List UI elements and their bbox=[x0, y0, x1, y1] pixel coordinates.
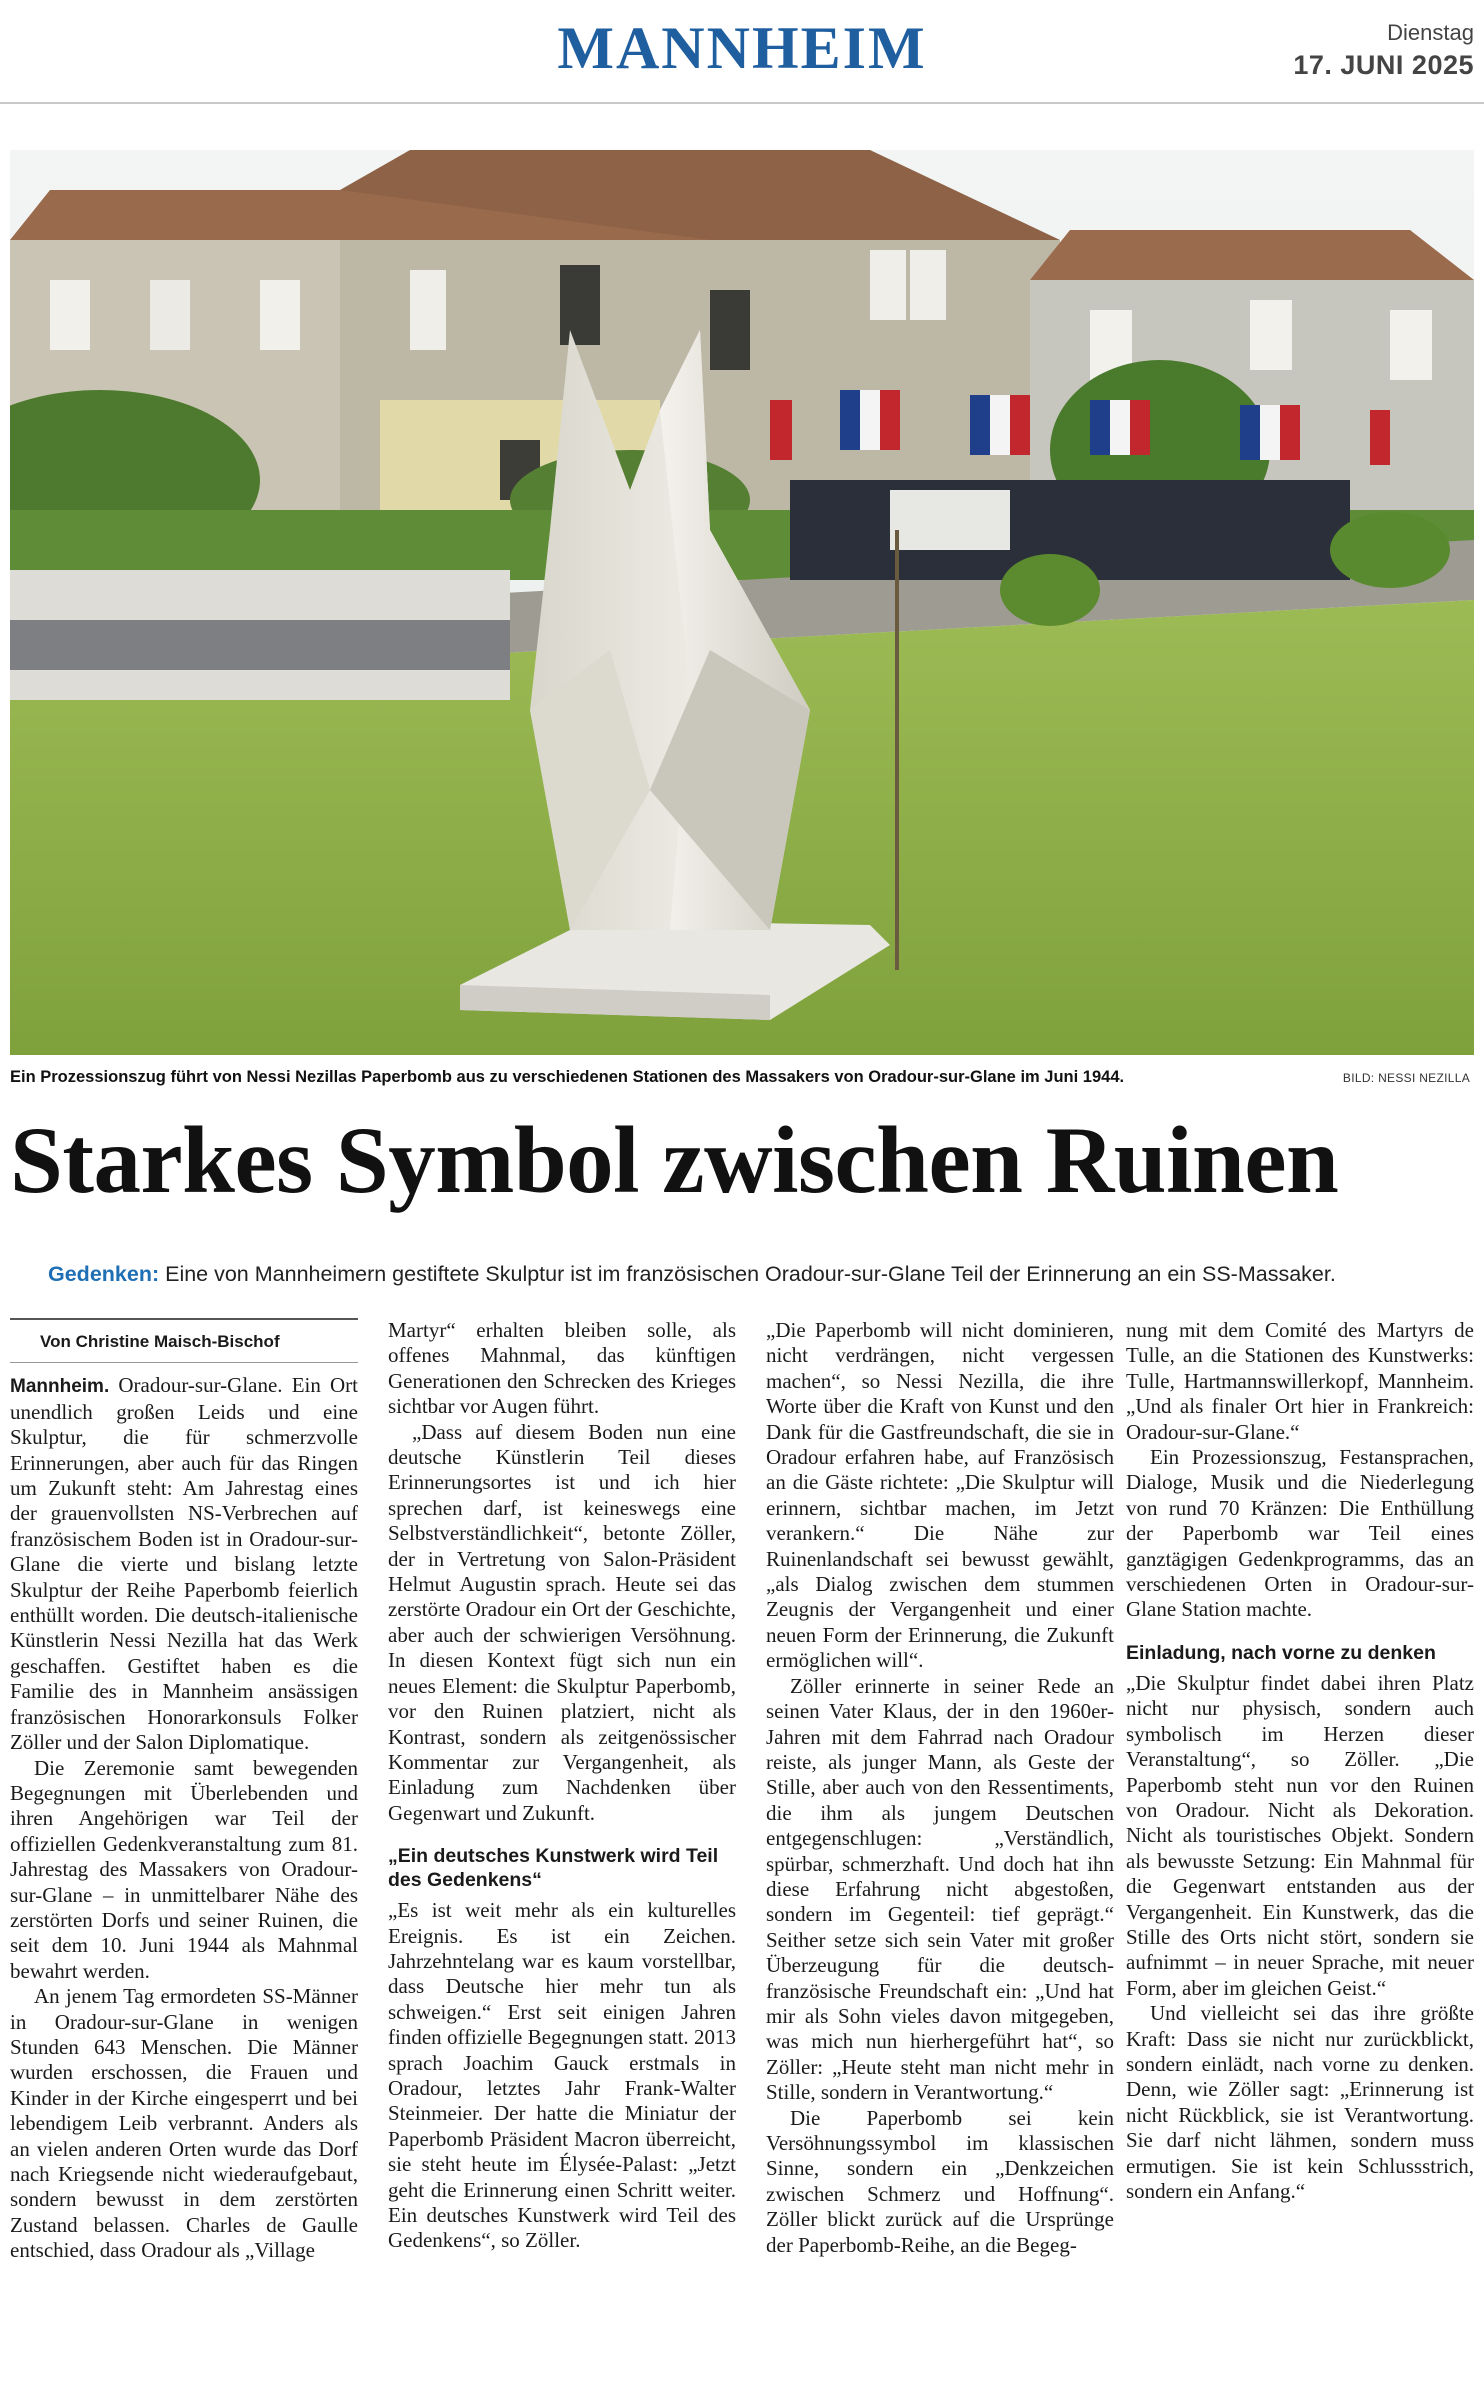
paragraph: Die Zeremonie samt bewegenden Begegnungen mit Überlebenden und ihren Angehörigen war Teil der offiziellen Gedenkveranstaltung zum 81. Jahrestag des Massakers von Oradour-sur-Glane – in unmittelbarer Nähe des zerstörten Dorfs und seiner Ruinen, die seit dem 10. Juni 1944 als Mahnmal bewahrt werden. bbox=[10, 1755, 358, 1983]
photo-caption: Ein Prozessionszug führt von Nessi Nezillas Paperbomb aus zu verschiedenen Stationen des Massakers von Oradour-sur-Glane im Juni 1944. bbox=[10, 1068, 1125, 1086]
dateline-place: Mannheim. bbox=[10, 1376, 110, 1398]
subheading: Einladung, nach vorne zu denken bbox=[1126, 1641, 1436, 1664]
photo-credit: BILD: NESSI NEZILLA bbox=[1342, 1071, 1470, 1085]
paragraph: Die Paperbomb sei kein Versöhnungssymbol im klassischen Sinne, sondern ein „Denkzeichen zwischen Schmerz und Hoffnung“. Zöller blickt zurück auf die Ursprünge der Paperbomb-Reihe, an die Begeg- bbox=[766, 2105, 1114, 2257]
paragraph: „Die Skulptur findet dabei ihren Platz nicht nur physisch, sondern auch symbolisch im Herzen dieser Veranstaltung“, so Zöller. „Die Paperbomb steht nun vor den Ruinen von Oradour. Nicht als Dekoration. Nicht als touristisches Objekt. Sondern als bewusste Setzung: Ein Mahnmal für die Gegenwart entstanden aus der Vergangenheit. Ein Kunstwerk, das die Stille des Orts nicht stört, sondern sie aufnimmt – in neuer Sprache, mit neuer Form, aber im gleichen Geist.“ bbox=[1126, 1670, 1474, 2000]
subline-text: Eine von Mannheimern gestiftete Skulptur ist im französischen Oradour-sur-Glane Teil der Erinnerung an ein SS-Massaker. bbox=[159, 1262, 1336, 1286]
article-photo bbox=[10, 150, 1474, 1055]
paragraph: „Es ist weit mehr als ein kulturelles Ereignis. Es ist ein Zeichen. Jahrzehntelang war es kaum vorstellbar, dass Deutsche hier mehr tun als schweigen.“ Erst seit einigen Jahren finden offizielle Begegnungen statt. 2013 sprach Joachim Gauck erstmals in Oradour, letztes Jahr Frank-Walter Steinmeier. Der hatte die Miniatur der Paperbomb Präsident Macron überreicht, sie steht heute im Élysée-Palast: „Jetzt geht die Erinnerung einen Schritt weiter. Ein deutsches Kunstwerk wird Teil des Gedenkens“, so Zöller. bbox=[388, 1898, 736, 2253]
page-header bbox=[0, 0, 1484, 104]
article-column-1 bbox=[10, 1318, 358, 2264]
paragraph: „Dass auf diesem Boden nun eine deutsche Künstlerin Teil dieses Erinnerungsortes ist und ich hier sprechen darf, ist keineswegs eine Selbstverständlichkeit“, betonte Zöller, der in Vertretung von Salon-Präsident Helmut Augustin sprach. Heute sei das zerstörte Oradour ein Ort der Geschichte, aber auch der schwierigen Versöhnung. In diesen Kontext fügt sich nun ein neues Element: die Skulptur Paperbomb, vor den Ruinen platziert, nicht als Kontrast, sondern als zeitgenössischer Kommentar zur Vergangenheit, als Einladung zum Nachdenken über Gegenwart und Zukunft. bbox=[388, 1419, 736, 1825]
paragraph: Und vielleicht sei das ihre größte Kraft: Dass sie nicht nur zurückblickt, sondern einlädt, nach vorne zu denken. Denn, wie Zöller sagt: „Erinnerung ist nicht Rückblick, sie ist Verantwortung. Sie darf nicht lähmen, sondern muss ermutigen. Sie ist kein Schlussstrich, sondern ein Anfang.“ bbox=[1126, 2001, 1474, 2203]
masthead: MANNHEIM bbox=[557, 15, 927, 81]
subheading: „Ein deutsches Kunstwerk wird Teil des Gedenkens“ bbox=[388, 1845, 719, 1892]
paragraph: Martyr“ erhalten bleiben solle, als offenes Mahnmal, das künftigen Generationen den Schrecken des Krieges sichtbar vor Augen führt. bbox=[388, 1318, 736, 1419]
paragraph: „Die Paperbomb will nicht dominieren, nicht verdrängen, nicht vergessen machen“, so Nessi Nezilla, die ihre Worte über die Kraft von Kunst und den Dank für die Gastfreundschaft, die sie in Oradour erfahren habe, auf Französisch an die Gäste richtete: „Die Skulptur will erinnern, sichtbar machen, im Jetzt verankern.“ Die Nähe zur Ruinenlandschaft sei bewusst gewählt, „als Dialog zwischen dem stummen Zeugnis der Vergangenheit und einer neuen Form der Erinnerung, die Zukunft ermöglichen will“. bbox=[766, 1318, 1114, 1673]
article-column-4 bbox=[1126, 1318, 1474, 2204]
byline: Von Christine Maisch-Bischof bbox=[10, 1318, 358, 1363]
subline-kicker: Gedenken: bbox=[48, 1262, 160, 1286]
article-column-3 bbox=[766, 1318, 1114, 2258]
issue-date-text: 17. JUNI 2025 bbox=[1293, 50, 1474, 80]
issue-weekday: Dienstag bbox=[1387, 20, 1474, 45]
paragraph bbox=[10, 1373, 358, 1755]
paragraph-text: Oradour-sur-Glane. Ein Ort unendlich großen Leids und eine Skulptur, die für schmerzvolle Erinnerungen, aber auch für das Ringen um Zukunft steht: Am Jahrestag eines der grauenvollsten NS-Verbrechen auf französischem Boden ist in Oradour-sur-Glane die vierte und bislang letzte Skulptur der Reihe Paperbomb feierlich enthüllt worden. Die deutsch-italienische Künstlerin Nessi Nezilla hat das Werk geschaffen. Gestiftet haben es die Familie des in Mannheim ansässigen französischen Honorarkonsuls Folker Zöller und der Salon Diplomatique. bbox=[10, 1373, 358, 1755]
paragraph: Ein Prozessionszug, Festansprachen, Dialoge, Musik und die Niederlegung von rund 70 Kränzen: Die Enthüllung der Paperbomb war Teil eines ganztägigen Gedenkprogramms, das an verschiedenen Orten in Oradour-sur-Glane Station machte. bbox=[1126, 1445, 1474, 1622]
article-column-2 bbox=[388, 1318, 736, 2254]
paragraph: nung mit dem Comité des Martyrs de Tulle, an die Stationen des Kunstwerks: Tulle, Hartmannswillerkopf, Mannheim. „Und als finaler Ort hier in Frankreich: Oradour-sur-Glane.“ bbox=[1126, 1318, 1474, 1444]
issue-date bbox=[1293, 20, 1474, 81]
paragraph: An jenem Tag ermordeten SS-Männer in Oradour-sur-Glane in wenigen Stunden 643 Menschen. Die Männer wurden erschossen, die Frauen und Kinder in der Kirche eingesperrt und bei lebendigem Leib verbrannt. Anders als an vielen anderen Orten wurde das Dorf nach Kriegsende nicht wiederaufgebaut, sondern bewusst in dem zerstörten Zustand belassen. Charles de Gaulle entschied, dass Oradour als „Village bbox=[10, 1984, 358, 2263]
subline bbox=[48, 1262, 1468, 1287]
paragraph: Zöller erinnerte in seiner Rede an seinen Vater Klaus, der in den 1960er-Jahren mit dem Fahrrad nach Oradour reiste, als junger Mann, als Geste der Stille, aber auch von den Ressentiments, die ihm als jungem Deutschen entgegenschlugen: „Verständlich, spürbar, schmerzhaft. Und doch hat ihn diese Erfahrung nicht abgestoßen, sondern im Gegenteil: tief geprägt.“ Seither setze sich sein Vater mit großer Überzeugung für die deutsch-französische Freundschaft ein: „Und hat mir als Sohn vieles davon mitgegeben, was mich nun hierhergeführt hat“, so Zöller: „Heute steht man nicht mehr in Stille, sondern in Verantwortung.“ bbox=[766, 1673, 1114, 2105]
headline: Starkes Symbol zwischen Ruinen bbox=[10, 1107, 1339, 1213]
